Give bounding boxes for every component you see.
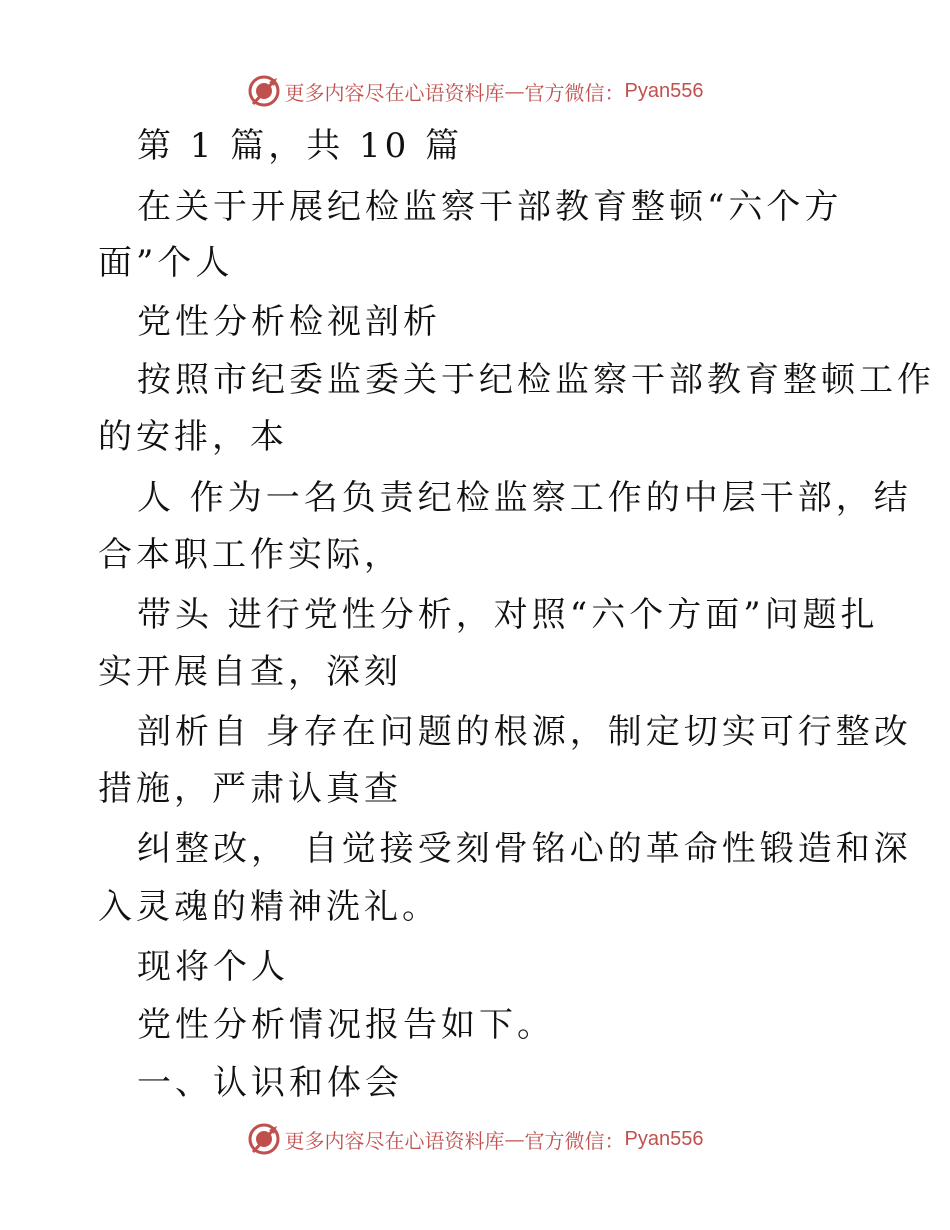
- doc-title-line-1: 在关于开展纪检监察干部教育整顿“六个方: [137, 187, 843, 227]
- banner-wechat-id: Pyan556: [624, 1127, 704, 1150]
- banner-brand-text: 更多内容尽在心语资料库: [284, 1128, 505, 1153]
- quill-logo-icon: [247, 1122, 281, 1156]
- doc-title-line-2: 面”个人: [98, 243, 234, 283]
- doc-paragraph-line: 党性分析情况报告如下。: [137, 1005, 555, 1045]
- banner-wechat-label: 官方微信：: [524, 80, 625, 105]
- doc-paragraph-line: 现将个人: [137, 947, 289, 987]
- banner-wechat-label: 官方微信：: [524, 1128, 625, 1153]
- doc-paragraph-line: 纠整改， 自觉接受刻骨铭心的革命性锻造和深: [137, 829, 912, 869]
- banner-separator: —: [504, 1127, 525, 1151]
- doc-paragraph-line: 入灵魂的精神洗礼。: [98, 887, 440, 927]
- footer-banner: [0, 1119, 950, 1159]
- doc-paragraph-line: 合本职工作实际，: [98, 535, 402, 575]
- header-banner: [0, 71, 950, 111]
- doc-paragraph-line: 措施，严肃认真查: [98, 769, 402, 809]
- banner-brand-text: 更多内容尽在心语资料库: [284, 80, 505, 105]
- doc-page-count: 第 1 篇，共 10 篇: [137, 126, 464, 166]
- doc-paragraph-line: 带头 进行党性分析，对照“六个方面”问题扎: [137, 595, 879, 635]
- doc-paragraph-line: 的安排，本: [98, 417, 288, 457]
- doc-paragraph-line: 剖析自 身存在问题的根源，制定切实可行整改: [137, 712, 912, 752]
- banner-separator: —: [504, 79, 525, 103]
- doc-paragraph-line: 按照市纪委监委关于纪检监察干部教育整顿工作: [137, 360, 935, 400]
- quill-logo-icon: [247, 74, 281, 108]
- doc-paragraph-line: 实开展自查，深刻: [98, 652, 402, 692]
- doc-subtitle: 党性分析检视剖析: [137, 302, 441, 342]
- doc-section-heading: 一、认识和体会: [137, 1063, 403, 1103]
- banner-wechat-id: Pyan556: [624, 79, 704, 102]
- doc-paragraph-line: 人 作为一名负责纪检监察工作的中层干部，结: [137, 478, 912, 518]
